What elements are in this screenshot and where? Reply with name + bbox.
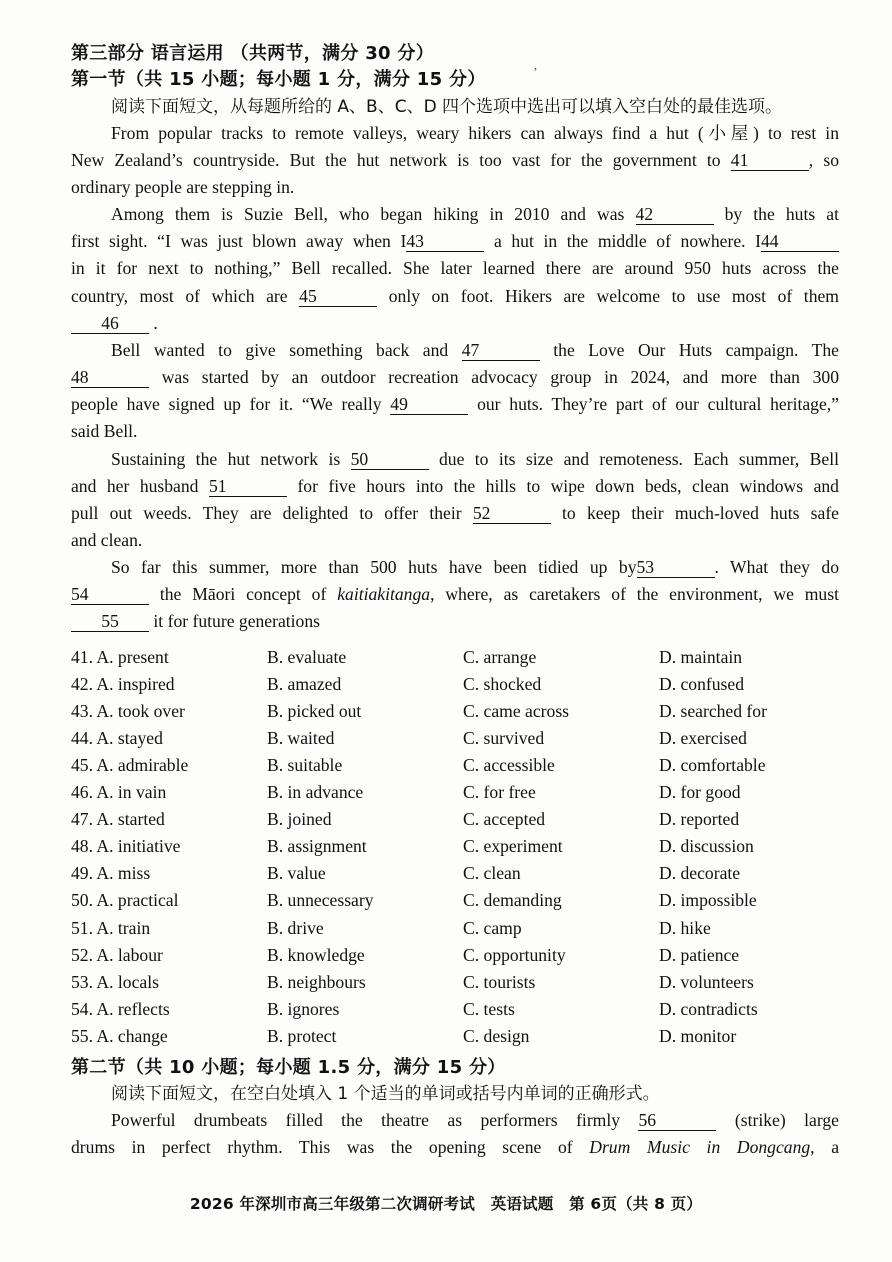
option-choice: D. for good: [659, 782, 741, 803]
passage-line: [71, 147, 839, 173]
option-choice: 42. A. inspired: [71, 674, 175, 695]
option-row: [71, 996, 851, 1022]
passage-text: by the huts at: [724, 204, 839, 224]
passage-line: [71, 527, 839, 553]
option-choice: D. contradicts: [659, 998, 758, 1019]
option-choice: C. accessible: [463, 755, 555, 776]
option-choice: 46. A. in vain: [71, 782, 167, 803]
option-choice: D. comfortable: [659, 755, 766, 776]
option-choice: B. evaluate: [267, 647, 347, 667]
option-choice: C. experiment: [463, 836, 563, 857]
option-choice: D. discussion: [659, 836, 754, 857]
passage-text: people have signed up for it. “We really: [71, 394, 382, 414]
section-header: 第三部分 语言运用 （共两节，满分 30 分）: [71, 43, 435, 64]
passage-text: said Bell.: [71, 421, 138, 441]
option-choice: B. value: [267, 863, 326, 884]
passage-line: [71, 446, 839, 472]
passage-line: [71, 283, 839, 309]
option-choice: C. arrange: [463, 647, 537, 667]
passage-line: [71, 337, 839, 363]
passage-line: [71, 473, 839, 499]
passage-text: first sight. “I was just blown away when I: [71, 231, 407, 251]
option-choice: C. for free: [463, 782, 536, 803]
option-choice: D. confused: [659, 674, 745, 695]
blank-53: 53: [637, 557, 715, 578]
option-choice: D. reported: [659, 809, 740, 830]
passage-text: Bell wanted to give something back and: [111, 340, 449, 360]
blank-47: 47: [462, 340, 540, 361]
option-choice: C. camp: [463, 917, 522, 938]
passage-text: was started by an outdoor recreation advocacy group in 2024, and more than 300: [161, 367, 839, 387]
option-choice: B. joined: [267, 809, 332, 830]
passage-italic-title: Drum Music in Dongcang: [589, 1137, 811, 1157]
option-choice: C. shocked: [463, 674, 542, 695]
passage-text: Powerful drumbeats filled the theatre as performers firmly: [111, 1110, 621, 1130]
passage-text: it for future generations: [153, 611, 320, 631]
passage-line: [71, 1134, 839, 1160]
option-choice: 41. A. present: [71, 647, 169, 667]
passage-text: for five hours into the hills to wipe down beds, clean windows and: [297, 476, 839, 496]
blank-51: 51: [209, 476, 287, 497]
passage-line: [71, 255, 839, 281]
option-choice: D. maintain: [659, 647, 743, 667]
passage-text: Among them is Suzie Bell, who began hiking in 2010 and was: [111, 204, 625, 224]
option-row: [71, 644, 851, 670]
option-choice: D. exercised: [659, 728, 747, 749]
option-choice: B. amazed: [267, 674, 342, 695]
option-choice: C. tests: [463, 998, 515, 1019]
option-choice: C. design: [463, 1025, 530, 1046]
passage-text: New Zealand’s countryside. But the hut network is too vast for the government to: [71, 150, 721, 170]
option-row: [71, 887, 851, 913]
option-choice: 49. A. miss: [71, 863, 151, 884]
passage-text: due to its size and remoteness. Each summer, Bell: [439, 449, 839, 469]
option-row: [71, 942, 851, 968]
option-choice: D. searched for: [659, 701, 767, 722]
blank-45: 45: [299, 286, 377, 307]
option-choice: D. volunteers: [659, 971, 754, 992]
passage-text: So far this summer, more than 500 huts have been tidied up by: [111, 557, 637, 577]
option-choice: 55. A. change: [71, 1025, 168, 1046]
blank-42: 42: [636, 204, 714, 225]
option-row: [71, 806, 851, 832]
passage-text: the Māori concept of: [159, 584, 327, 604]
option-choice: D. impossible: [659, 890, 757, 911]
option-row: [71, 915, 851, 941]
option-choice: B. waited: [267, 728, 335, 749]
blank-48: 48: [71, 367, 149, 388]
passage-text: Sustaining the hut network is: [111, 449, 341, 469]
passage-text: .: [153, 313, 158, 333]
option-choice: C. demanding: [463, 890, 562, 911]
option-choice: B. suitable: [267, 755, 343, 776]
option-choice: B. ignores: [267, 998, 340, 1019]
passage-text: our huts. They’re part of our cultural heritage,”: [477, 394, 839, 414]
blank-49: 49: [390, 394, 468, 415]
option-choice: B. drive: [267, 917, 324, 938]
passage-line: [71, 1107, 839, 1133]
passage-text: , so: [808, 150, 839, 170]
blank-55: 55: [71, 611, 149, 632]
passage-line: [71, 418, 839, 444]
blank-43: 43: [406, 231, 484, 252]
blank-52: 52: [473, 503, 551, 524]
option-choice: C. opportunity: [463, 944, 566, 965]
option-choice: C. clean: [463, 863, 521, 884]
passage-text: pull out weeds. They are delighted to offer their: [71, 503, 462, 523]
passage-text: only on foot. Hikers are welcome to use most of them: [388, 286, 839, 306]
passage-text: the Love Our Huts campaign. The: [553, 340, 839, 360]
option-choice: B. knowledge: [267, 944, 365, 965]
option-row: [71, 752, 851, 778]
passage-line: [71, 120, 839, 146]
part1-header: 第一节（共 15 小题；每小题 1 分，满分 15 分）: [71, 69, 486, 90]
part2-header: 第二节（共 10 小题；每小题 1.5 分，满分 15 分）: [71, 1057, 506, 1078]
option-choice: 51. A. train: [71, 917, 151, 938]
option-choice: 44. A. stayed: [71, 728, 163, 749]
passage-line: [71, 201, 839, 227]
option-choice: 53. A. locals: [71, 971, 159, 992]
part2-instruction: 阅读下面短文，在空白处填入 1 个适当的单词或括号内单词的正确形式。: [111, 1084, 660, 1104]
option-choice: C. came across: [463, 701, 570, 722]
option-row: [71, 779, 851, 805]
option-choice: 52. A. labour: [71, 944, 163, 965]
option-row: [71, 1023, 851, 1049]
option-row: [71, 698, 851, 724]
option-choice: B. protect: [267, 1025, 337, 1046]
blank-41: 41: [731, 150, 809, 171]
passage-line: [71, 554, 839, 580]
passage-line: [71, 174, 839, 200]
blank-46: 46: [71, 313, 149, 334]
option-choice: D. patience: [659, 944, 740, 965]
option-row: [71, 833, 851, 859]
passage-text: From popular tracks to remote valleys, weary hikers can always find a hut (小屋) to rest in: [111, 123, 839, 143]
page-footer: 2026 年深圳市高三年级第二次调研考试 英语试题 第 6页（共 8 页）: [189, 1195, 703, 1213]
option-choice: B. in advance: [267, 782, 364, 803]
passage-text: . What they do: [714, 557, 840, 577]
option-choice: 47. A. started: [71, 809, 165, 830]
passage-line: [71, 391, 839, 417]
scan-mark: ,: [534, 58, 537, 72]
passage-italic-term: kaitiakitanga: [337, 584, 431, 604]
option-choice: 43. A. took over: [71, 701, 185, 722]
option-choice: B. assignment: [267, 836, 367, 857]
passage-text: (strike) large: [734, 1110, 839, 1130]
passage-text: , a: [810, 1137, 840, 1157]
blank-54: 54: [71, 584, 149, 605]
option-choice: C. accepted: [463, 809, 546, 830]
option-row: [71, 671, 851, 697]
option-choice: B. unnecessary: [267, 890, 374, 911]
option-choice: B. picked out: [267, 701, 362, 722]
passage-line: [71, 364, 839, 390]
passage-text: and clean.: [71, 530, 143, 550]
passage-text: in it for next to nothing,” Bell recalled. She later learned there are around 950 huts across the: [71, 258, 839, 278]
passage-text: a hut in the middle of nowhere. I: [493, 231, 761, 251]
passage-line: [71, 310, 839, 336]
blank-44: 44: [761, 231, 839, 252]
passage-line: [71, 500, 839, 526]
passage-text: country, most of which are: [71, 286, 288, 306]
option-choice: B. neighbours: [267, 971, 366, 992]
option-row: [71, 860, 851, 886]
option-choice: 45. A. admirable: [71, 755, 189, 776]
passage-text: and her husband: [71, 476, 199, 496]
option-choice: D. hike: [659, 917, 711, 938]
option-row: [71, 969, 851, 995]
option-choice: D. decorate: [659, 863, 741, 884]
passage-text: ordinary people are stepping in.: [71, 177, 295, 197]
passage-line: [71, 228, 839, 254]
passage-text: to keep their much-loved huts safe: [562, 503, 839, 523]
part1-instruction: 阅读下面短文，从每题所给的 A、B、C、D 四个选项中选出可以填入空白处的最佳选项。: [111, 97, 783, 117]
option-choice: 50. A. practical: [71, 890, 179, 911]
option-row: [71, 725, 851, 751]
blank-56: 56: [638, 1110, 716, 1131]
option-choice: 48. A. initiative: [71, 836, 181, 857]
passage-text: drums in perfect rhythm. This was the opening scene of: [71, 1137, 573, 1157]
passage-line: [71, 608, 839, 634]
option-choice: D. monitor: [659, 1025, 737, 1046]
passage-line: [71, 581, 839, 607]
option-choice: C. tourists: [463, 971, 536, 992]
option-choice: 54. A. reflects: [71, 998, 170, 1019]
passage-text: , where, as caretakers of the environment, we must: [430, 584, 839, 604]
option-choice: C. survived: [463, 728, 545, 749]
blank-50: 50: [351, 449, 429, 470]
